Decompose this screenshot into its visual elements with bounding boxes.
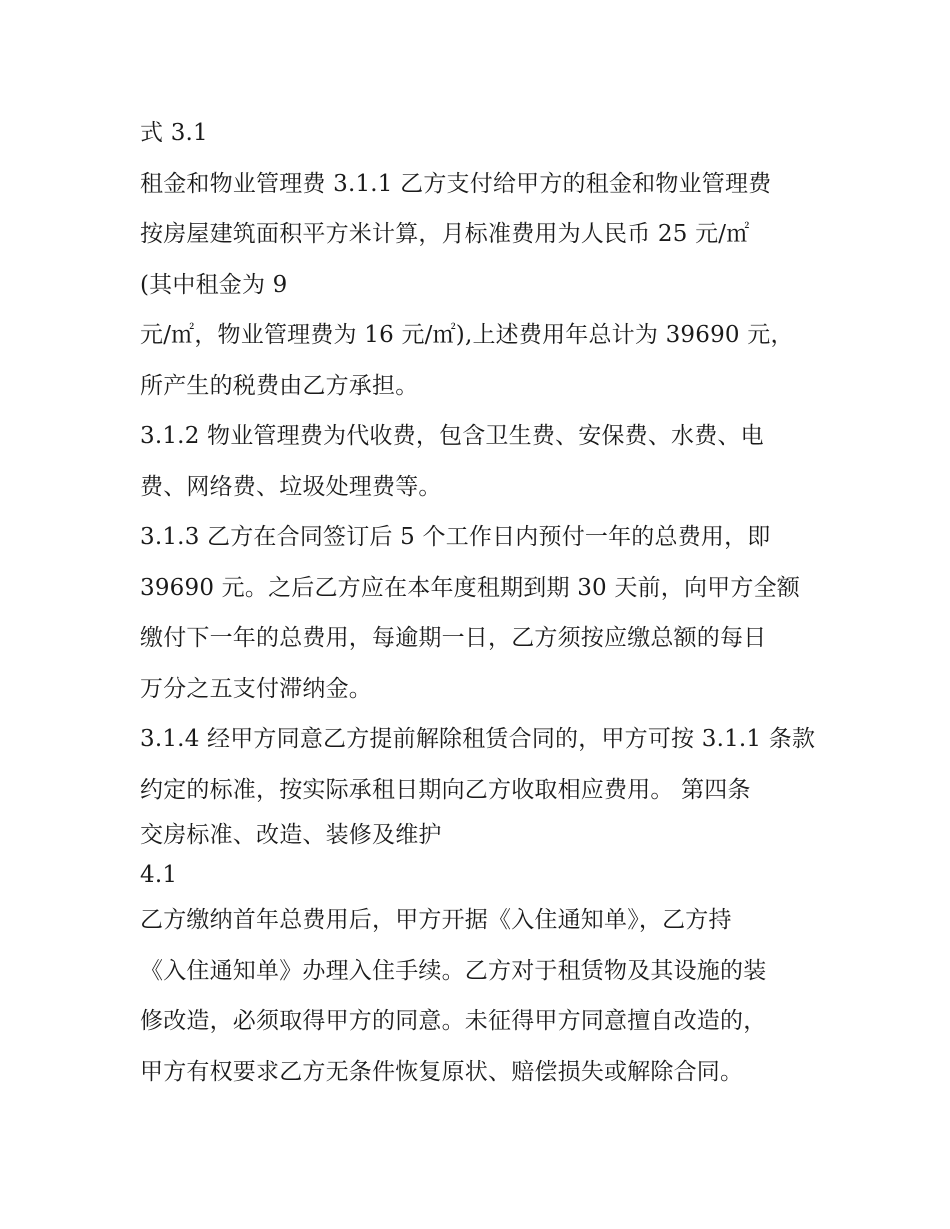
text-line: 3.1.3 乙方在合同签订后 5 个工作日内预付一年的总费用，即 [140,524,771,550]
text-line: 按房屋建筑面积平方米计算，月标准费用为人民币 25 元/㎡ [140,221,750,247]
text-line: 式 3.1 [140,120,208,146]
text-line: 交房标准、改造、装修及维护 [140,822,442,848]
text-line: 缴付下一年的总费用，每逾期一日，乙方须按应缴总额的每日 [140,625,767,651]
text-line: 费、网络费、垃圾处理费等。 [140,473,442,500]
text-line: 约定的标准，按实际承租日期向乙方收取相应费用。 第四条 [140,776,751,803]
text-line: 万分之五支付滞纳金。 [140,675,372,702]
text-line: 《入住通知单》办理入住手续。乙方对于租赁物及其设施的装 [140,957,767,984]
document-body [140,108,830,1097]
text-line: 3.1.2 物业管理费为代收费，包含卫生费、安保费、水费、电 [140,423,764,449]
text-line: 甲方有权要求乙方无条件恢复原状、赔偿损失或解除合同。 [140,1058,744,1085]
text-line: 元/㎡，物业管理费为 16 元/㎡),上述费用年总计为 39690 元， [140,322,794,348]
text-line: 3.1.4 经甲方同意乙方提前解除租赁合同的，甲方可按 3.1.1 条款 [140,726,816,752]
text-line: 39690 元。之后乙方应在本年度租期到期 30 天前，向甲方全额 [140,574,800,601]
text-line: 租金和物业管理费 3.1.1 乙方支付给甲方的租金和物业管理费 [140,170,772,197]
text-line: 所产生的税费由乙方承担。 [140,372,419,399]
text-line: 4.1 [140,862,178,888]
text-line: 乙方缴纳首年总费用后，甲方开据《入住通知单》，乙方持 [140,907,732,933]
text-line: (其中租金为 9 [140,271,288,298]
text-line: 修改造，必须取得甲方的同意。未征得甲方同意擅自改造的， [140,1008,767,1034]
